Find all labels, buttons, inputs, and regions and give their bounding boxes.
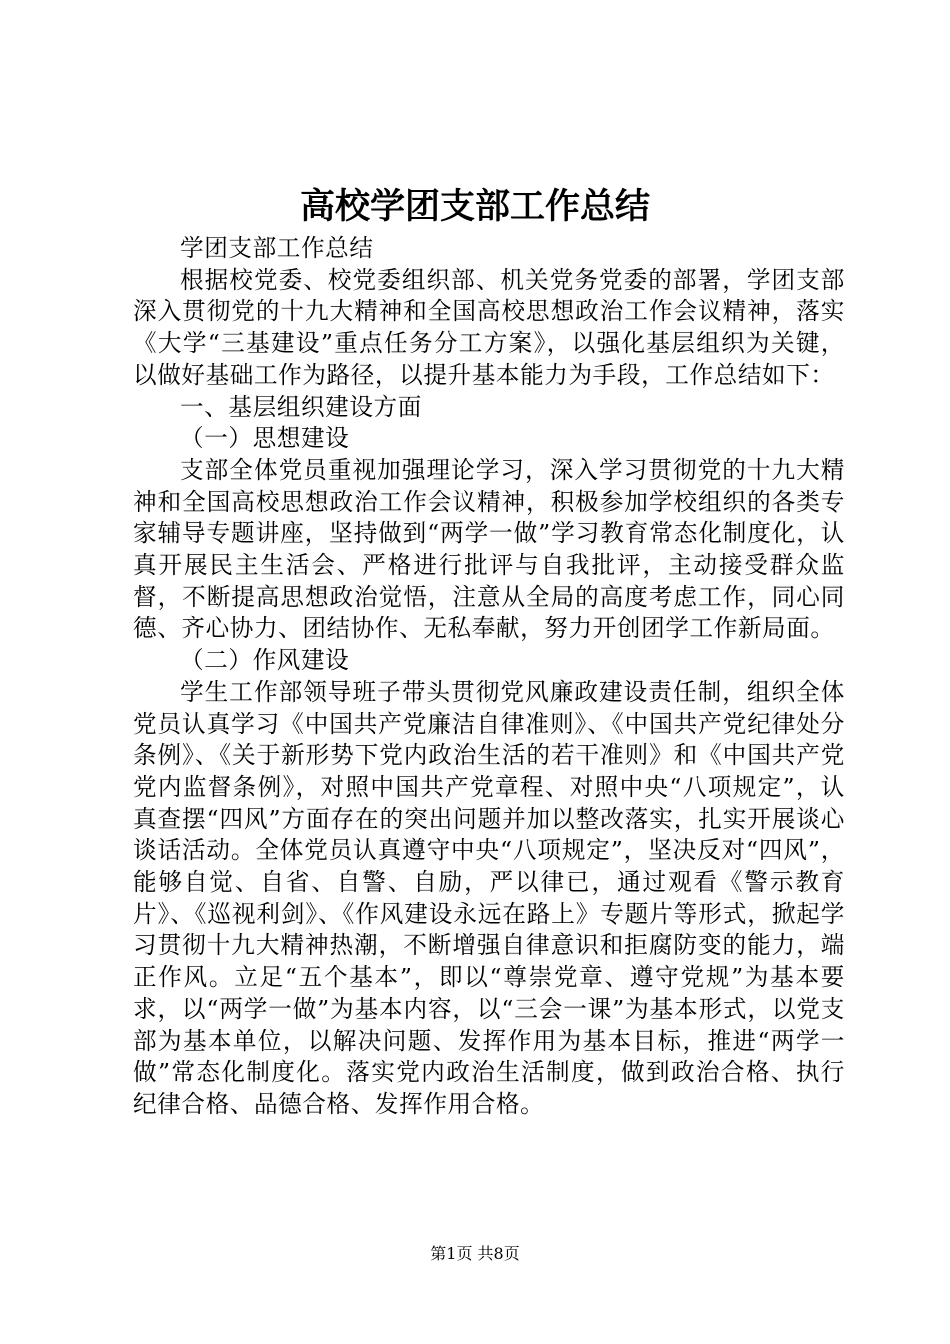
paragraph-subtitle: 学团支部工作总结 (180, 234, 374, 262)
paragraph-style: 学生工作部领导班子带头贯彻党风廉政建设责任制，组织全体党员认真学习《中国共产党廉洁自律准则》、《中国共产党纪律处分条例》、《关于新形势下党内政治生活的若干准则》和《中国共产党党内监督条例》，对照中国共产党章程、对照中央“八项规定”，认真查摆“四风”方面存在的突出问题并加以整改落实，扎实开展谈心谈话活动。全体党员认真遵守中央“八项规定”，坚决反对“四风”，能够自觉、自省、自警、自励，严以律已，通过观看《警示教育片》、《巡视利剑》、《作风建设永远在路上》专题片等形式，掀起学习贯彻十九大精神热潮，不断增强自律意识和拒腐防变的能力，端正作风。立足“五个基本”，即以“尊崇党章、遵守党规”为基本要求，以“两学一做”为基本内容，以“三会一课”为基本形式，以党支部为基本单位，以解决问题、发挥作用为基本目标，推进“两学一做”常态化制度化。落实党内政治生活制度，做到政治合格、执行纪律合格、品德合格、发挥作用合格。 (133, 677, 845, 1118)
subsection-heading-style: （二）作风建设 (180, 646, 350, 675)
section-heading-1: 一、基层组织建设方面 (180, 392, 422, 421)
page-footer: 第1页 共8页 (430, 1244, 520, 1263)
document-title: 高校学团支部工作总结 (299, 186, 650, 227)
subsection-heading-ideology: （一）思想建设 (180, 424, 350, 453)
paragraph-intro: 根据校党委、校党委组织部、机关党务党委的部署，学团支部深入贯彻党的十九大精神和全国高校思想政治工作会议精神，落实《大学“三基建设”重点任务分工方案》，以强化基层组织为关键，以做好基础工作为路径，以提升基本能力为手段，工作总结如下： (133, 265, 845, 389)
document-body (133, 233, 845, 1121)
paragraph-ideology: 支部全体党员重视加强理论学习，深入学习贯彻党的十九大精神和全国高校思想政治工作会议精神，积极参加学校组织的各类专家辅导专题讲座，坚持做到“两学一做”学习教育常态化制度化，认真开展民主生活会、严格进行批评与自我批评，主动接受群众监督，不断提高思想政治觉悟，注意从全局的高度考虑工作，同心同德、齐心协力、团结协作、无私奉献，努力开创团学工作新局面。 (133, 455, 845, 643)
